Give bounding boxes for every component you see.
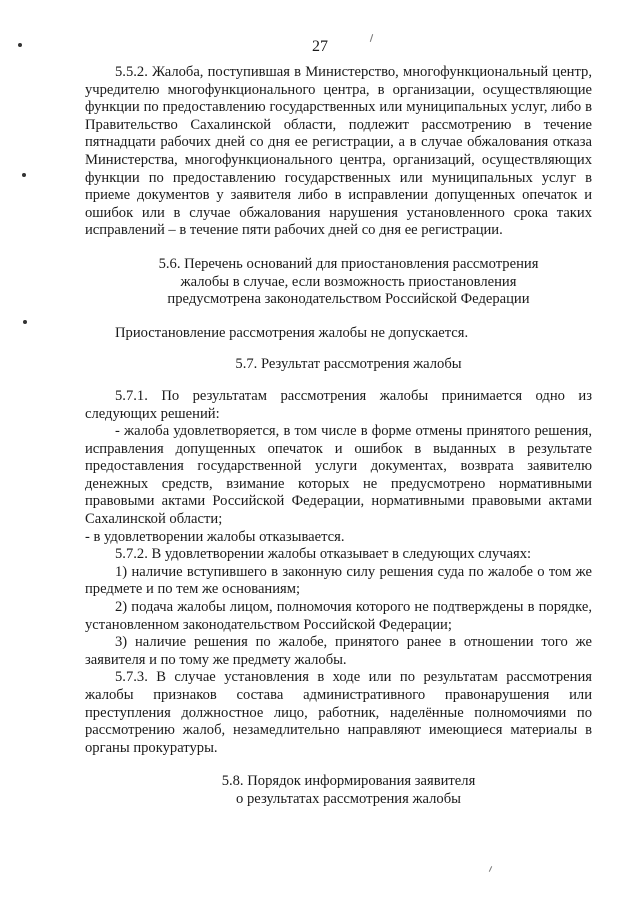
pen-mark-bottom <box>489 866 492 872</box>
paragraph-5-7-2-item-2: 2) подача жалобы лицом, полномочия которого не подтверждены в порядке, установленном законодательством Российской Федерации; <box>85 599 592 633</box>
paragraph-5-5-2: 5.5.2. Жалоба, поступившая в Министерство, многофункциональный центр, учредителю многофункционального центра, в организации, осуществляющие функции по предоставлению государственных или муниципальных услуг, либо в Правительство Сахалинской области, подлежит рассмотрению в течение пятнадцати рабочих дней со дня ее регистрации, а в случае обжалования отказа Министерства, многофункционального центра, организаций, осуществляющих функции по предоставлению государственных или муниципальных услуг в приеме документов у заявителя либо в исправлении допущенных опечаток и ошибок или в случае обжалования нарушения установленного срока таких исправлений – в течение пяти рабочих дней со дня ее регистрации. <box>85 64 592 239</box>
paragraph-5-6-text: Приостановление рассмотрения жалобы не допускается. <box>115 324 469 341</box>
heading-5-8-line-2: о результатах рассмотрения жалобы <box>236 790 461 807</box>
document-body <box>85 64 592 809</box>
heading-5-8-line-1: 5.8. Порядок информирования заявителя <box>221 773 476 790</box>
heading-5-7: 5.7. Результат рассмотрения жалобы <box>235 356 462 373</box>
paragraph-5-7-1: 5.7.1. По результатам рассмотрения жалобы принимается одно из следующих решений: <box>85 387 592 422</box>
binder-hole-mark-middle <box>22 173 26 177</box>
paragraph-5-7-2-item-1: 1) наличие вступившего в законную силу решения суда по жалобе о том же предмете и по тем же основаниям; <box>85 563 592 598</box>
paragraph-5-7-3: 5.7.3. В случае установления в ходе или по результатам рассмотрения жалобы признаков состава административного правонарушения или преступления должностное лицо, работник, наделённые полномочиями по рассмотрению жалоб, незамедлительно направляют имеющиеся материалы в органы прокуратуры. <box>85 669 592 756</box>
heading-5-6-line-1: 5.6. Перечень оснований для приостановления рассмотрения <box>158 255 539 272</box>
page-number: 27 <box>312 38 328 55</box>
paragraph-5-7-1-item-satisfied: - жалоба удовлетворяется, в том числе в форме отмены принятого решения, исправления допущенных опечаток и ошибок в выданных в результате предоставления государственной услуги документах, возврата заявителю денежных средств, взимание которых не предусмотрено нормативными правовыми актами Российской Федерации, нормативными правовыми актами Сахалинской области; <box>85 423 592 528</box>
paragraph-5-7-2: 5.7.2. В удовлетворении жалобы отказывает в следующих случаях: <box>115 546 532 563</box>
paragraph-5-7-2-item-3: 3) наличие решения по жалобе, принятого ранее в отношении того же заявителя и по тому же предмету жалобы. <box>85 634 592 668</box>
heading-5-6-line-3: предусмотрена законодательством Российской Федерации <box>167 291 530 308</box>
binder-hole-mark-bottom <box>23 320 27 324</box>
paragraph-5-7-1-item-refused: - в удовлетворении жалобы отказывается. <box>85 528 345 545</box>
heading-5-6-line-2: жалобы в случае, если возможность приостановления <box>180 273 517 290</box>
